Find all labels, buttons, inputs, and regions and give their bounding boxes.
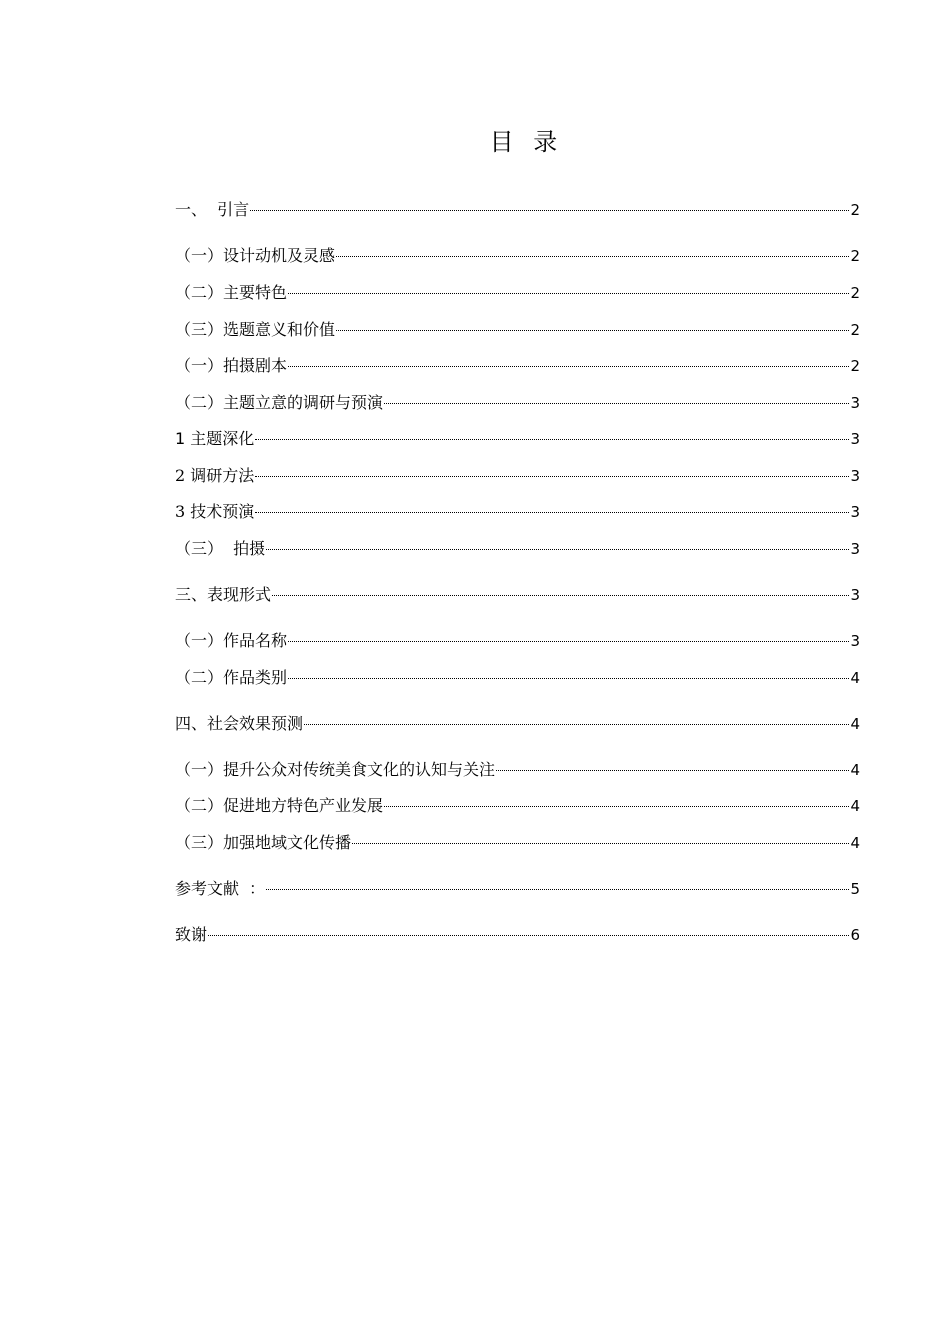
toc-leader-dots <box>384 403 849 404</box>
toc-entry[interactable] <box>175 923 860 947</box>
toc-leader-dots <box>250 210 849 211</box>
toc-entry[interactable] <box>175 583 860 607</box>
toc-entry[interactable] <box>175 666 860 690</box>
toc-leader-dots <box>266 889 849 890</box>
toc-entry-page: 6 <box>850 926 860 944</box>
toc-entry-page: 4 <box>850 834 860 852</box>
toc-leader-dots <box>208 935 849 936</box>
toc-entry-label: （二）作品类别 <box>175 668 288 687</box>
toc-entry[interactable] <box>175 464 860 488</box>
toc-entry-page: 3 <box>850 586 860 604</box>
toc-leader-dots <box>304 724 849 725</box>
toc-entry-page: 2 <box>850 247 860 265</box>
toc-entry[interactable] <box>175 391 860 415</box>
toc-entry-label: 1 主题深化 <box>175 429 255 448</box>
toc-entry-label: 参考文献 ： <box>175 879 266 898</box>
toc-leader-dots <box>288 641 849 642</box>
toc-entry[interactable] <box>175 198 860 222</box>
toc-entry-label: 3 技术预演 <box>175 502 255 521</box>
toc-title: 目 录 <box>489 128 564 156</box>
toc-entry[interactable] <box>175 794 860 818</box>
toc-entry-label: 一、 引言 <box>175 200 250 219</box>
toc-entry-label: 2 调研方法 <box>175 466 255 485</box>
toc-entry[interactable] <box>175 537 860 561</box>
toc-leader-dots <box>352 843 849 844</box>
toc-entry-label: （三） 拍摄 <box>175 539 266 558</box>
toc-entry-page: 3 <box>850 540 860 558</box>
toc-entry[interactable] <box>175 831 860 855</box>
toc-leader-dots <box>384 806 849 807</box>
toc-entry[interactable] <box>175 427 860 451</box>
toc-entry-label: （二）主题立意的调研与预演 <box>175 393 384 412</box>
toc-entry-page: 3 <box>850 632 860 650</box>
toc-entry[interactable] <box>175 281 860 305</box>
toc-entry[interactable] <box>175 629 860 653</box>
toc-leader-dots <box>496 770 849 771</box>
toc-entry-label: （二）主要特色 <box>175 283 288 302</box>
toc-entry[interactable] <box>175 244 860 268</box>
toc-leader-dots <box>336 256 849 257</box>
toc-entry[interactable] <box>175 500 860 524</box>
toc-entry-label: 四、社会效果预测 <box>175 714 304 733</box>
toc-entry[interactable] <box>175 877 860 901</box>
toc-entry-page: 4 <box>850 761 860 779</box>
toc-entry-page: 2 <box>850 284 860 302</box>
toc-entry-label: （一）设计动机及灵感 <box>175 246 336 265</box>
toc-entry-page: 3 <box>850 467 860 485</box>
toc-entry-page: 4 <box>850 669 860 687</box>
toc-leader-dots <box>255 512 849 513</box>
toc-entry-page: 3 <box>850 503 860 521</box>
toc-leader-dots <box>255 476 849 477</box>
toc-leader-dots <box>288 366 849 367</box>
toc-entry-label: （二）促进地方特色产业发展 <box>175 796 384 815</box>
toc-entry-page: 3 <box>850 394 860 412</box>
toc-entry-label: 致谢 <box>175 925 208 944</box>
toc-entry-label: 三、表现形式 <box>175 585 272 604</box>
toc-entry-page: 4 <box>850 797 860 815</box>
toc-entry[interactable] <box>175 318 860 342</box>
toc-leader-dots <box>288 678 849 679</box>
toc-leader-dots <box>255 439 849 440</box>
toc-leader-dots <box>336 330 849 331</box>
toc-entry-label: （一）提升公众对传统美食文化的认知与关注 <box>175 760 496 779</box>
toc-entry-label: （一）作品名称 <box>175 631 288 650</box>
toc-leader-dots <box>288 293 849 294</box>
toc-entry-label: （三）加强地域文化传播 <box>175 833 352 852</box>
toc-entry-page: 4 <box>850 715 860 733</box>
toc-entry-page: 5 <box>850 880 860 898</box>
toc-entry-page: 3 <box>850 430 860 448</box>
toc-entry-page: 2 <box>850 201 860 219</box>
toc-entry-page: 2 <box>850 357 860 375</box>
toc-entry-label: （三）选题意义和价值 <box>175 320 336 339</box>
toc-entry-label: （一）拍摄剧本 <box>175 356 288 375</box>
toc-entry[interactable] <box>175 758 860 782</box>
toc-leader-dots <box>266 549 849 550</box>
toc-leader-dots <box>272 595 849 596</box>
toc-entry-page: 2 <box>850 321 860 339</box>
toc-entry[interactable] <box>175 354 860 378</box>
toc-entry[interactable] <box>175 712 860 736</box>
